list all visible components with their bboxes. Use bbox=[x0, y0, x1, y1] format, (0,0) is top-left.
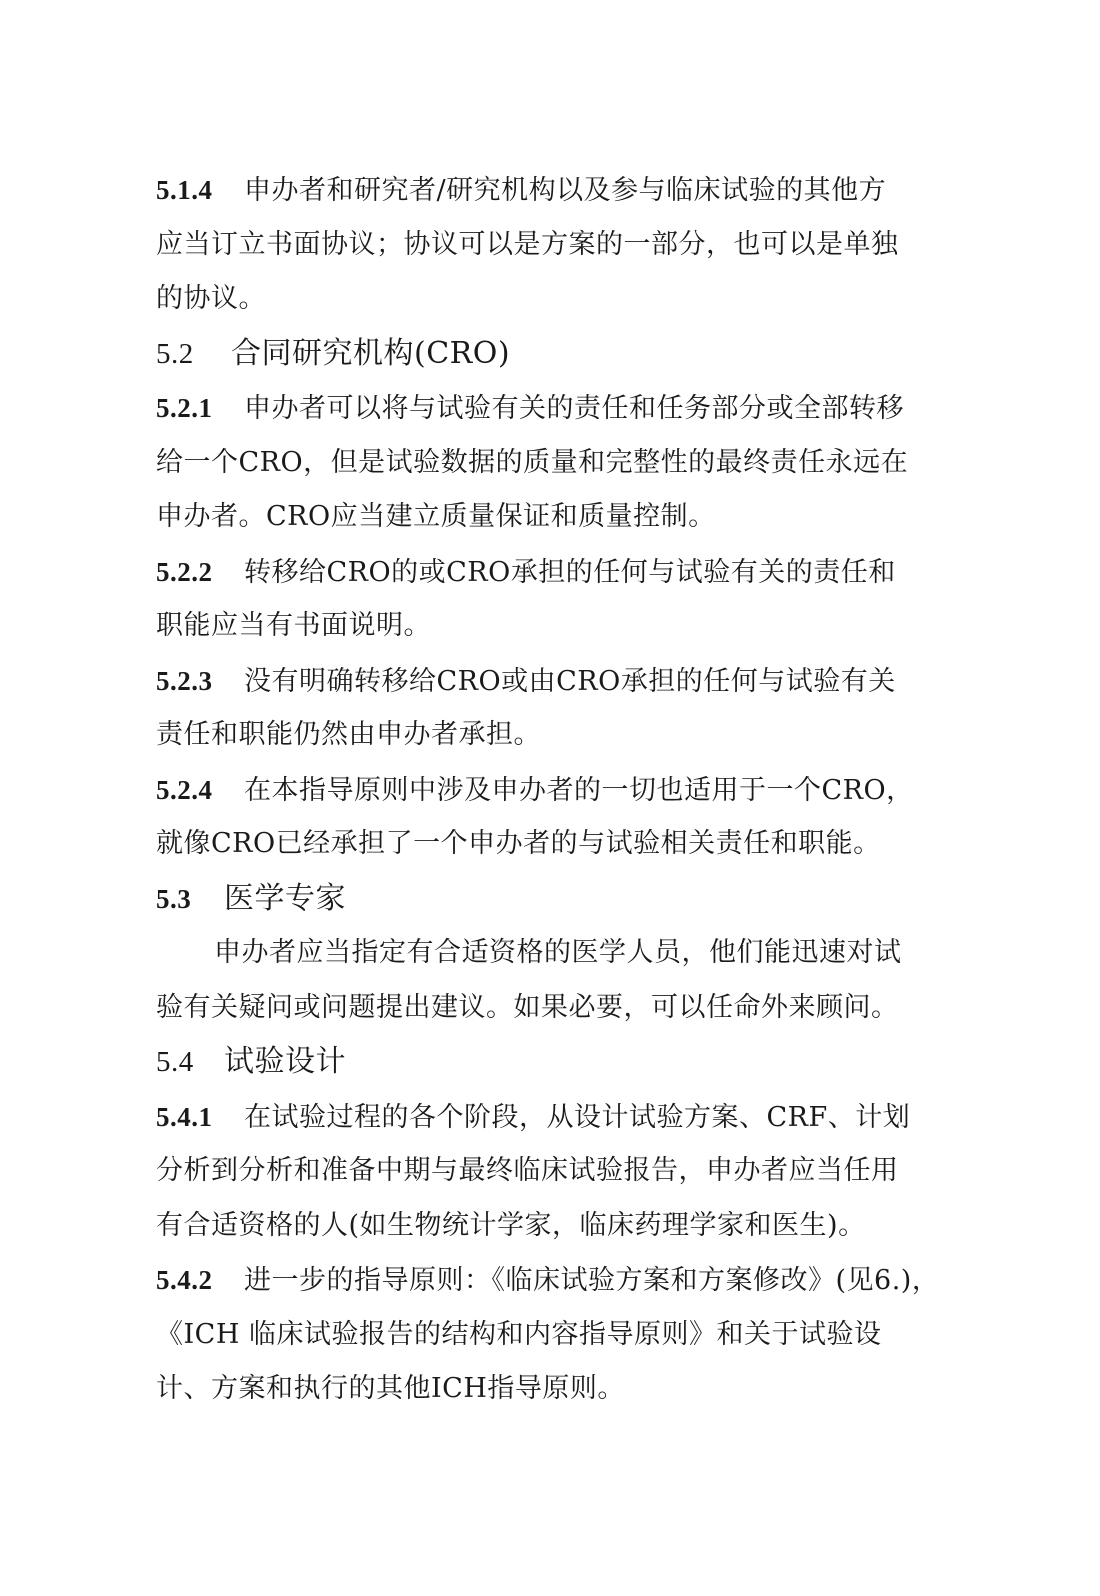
section-number: 5.2 bbox=[156, 337, 194, 370]
section-number: 5.2.3 bbox=[156, 665, 213, 696]
section-number: 5.1.4 bbox=[156, 175, 213, 205]
paragraph-5-4-1-line-1 bbox=[156, 1090, 936, 1145]
paragraph-text: 没有明确转移给CRO或由CRO承担的任何与试验有关 bbox=[244, 665, 896, 697]
document-page bbox=[156, 163, 940, 1417]
paragraph-5-2-2-line-1 bbox=[156, 545, 936, 600]
paragraph-text: 申办者和研究者/研究机构以及参与临床试验的其他方 bbox=[244, 175, 887, 206]
paragraph-5-2-2-line-2: 职能应当有书面说明。 bbox=[156, 610, 431, 641]
paragraph-5-4-2-line-3: 计、方案和执行的其他ICH指导原则。 bbox=[156, 1373, 625, 1404]
paragraph-5-1-4-line-3: 的协议。 bbox=[156, 283, 266, 314]
paragraph-text: 进一步的指导原则：《临床试验方案和方案修改》(见6.)， bbox=[244, 1265, 940, 1296]
paragraph-5-2-1-line-3: 申办者。CRO应当建立质量保证和质量控制。 bbox=[156, 501, 716, 532]
section-title: 试验设计 bbox=[224, 1044, 346, 1079]
paragraph-5-2-3-line-1 bbox=[156, 654, 936, 709]
section-number: 5.4.2 bbox=[156, 1265, 213, 1295]
section-heading-5-4 bbox=[156, 1035, 936, 1090]
paragraph-5-1-4-line-2: 应当订立书面协议；协议可以是方案的一部分，也可以是单独 bbox=[156, 228, 899, 260]
section-number: 5.4 bbox=[156, 1046, 194, 1078]
paragraph-5-2-1-line-2: 给一个CRO，但是试验数据的质量和完整性的最终责任永远在 bbox=[156, 446, 909, 478]
paragraph-text: 在试验过程的各个阶段，从设计试验方案、CRF、计划 bbox=[244, 1101, 911, 1133]
paragraph-5-2-3-line-2: 责任和职能仍然由申办者承担。 bbox=[156, 719, 541, 750]
section-title: 合同研究机构(CRO) bbox=[231, 335, 511, 371]
section-number: 5.2.2 bbox=[156, 556, 213, 587]
paragraph-5-3-line-1: 申办者应当指定有合适资格的医学人员，他们能迅速对试 bbox=[214, 937, 902, 968]
paragraph-text: 转移给CRO的或CRO承担的任何与试验有关的责任和 bbox=[244, 556, 896, 588]
section-number: 5.2.1 bbox=[156, 393, 213, 423]
paragraph-5-2-1-line-1 bbox=[156, 381, 936, 436]
paragraph-5-3-line-2: 验有关疑问或问题提出建议。如果必要，可以任命外来顾问。 bbox=[156, 991, 899, 1023]
paragraph-5-4-2-line-2: 《ICH 临床试验报告的结构和内容指导原则》和关于试验设 bbox=[156, 1318, 882, 1350]
section-number: 5.2.4 bbox=[156, 774, 213, 805]
paragraph-5-2-4-line-1 bbox=[156, 763, 936, 818]
paragraph-5-1-4-line-1 bbox=[156, 163, 936, 218]
section-number: 5.3 bbox=[156, 883, 192, 914]
paragraph-text: 申办者可以将与试验有关的责任和任务部分或全部转移 bbox=[244, 393, 904, 424]
paragraph-5-2-4-line-2: 就像CRO已经承担了一个申办者的与试验相关责任和职能。 bbox=[156, 828, 881, 859]
section-number: 5.4.1 bbox=[156, 1101, 213, 1132]
paragraph-5-4-2-line-1 bbox=[156, 1253, 940, 1308]
section-heading-5-2 bbox=[156, 327, 936, 382]
paragraph-5-4-1-line-3: 有合适资格的人(如生物统计学家，临床药理学家和医生)。 bbox=[156, 1209, 866, 1241]
section-heading-5-3 bbox=[156, 872, 936, 927]
section-title: 医学专家 bbox=[224, 880, 346, 916]
paragraph-5-4-1-line-2: 分析到分析和准备中期与最终临床试验报告，申办者应当任用 bbox=[156, 1155, 899, 1186]
paragraph-text: 在本指导原则中涉及申办者的一切也适用于一个CRO， bbox=[244, 774, 914, 806]
